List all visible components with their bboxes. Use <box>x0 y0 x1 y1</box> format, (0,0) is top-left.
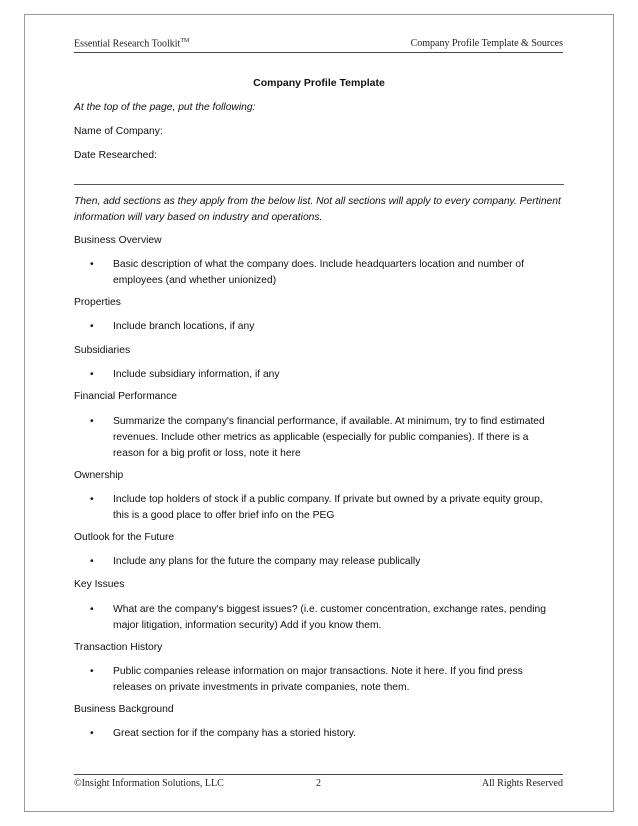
section-bullet <box>74 602 550 634</box>
bullet-text: Include top holders of stock if a public company. If private but owned by a private equity group, this is a good place to offer brief info on the PEG <box>113 494 543 521</box>
bullet-icon: • <box>90 728 94 739</box>
section-bullet <box>74 492 550 524</box>
document-title: Company Profile Template <box>253 77 385 89</box>
page-footer <box>74 774 563 792</box>
bullet-text: Great section for if the company has a storied history. <box>113 728 357 739</box>
bullet-icon: • <box>90 604 94 615</box>
bullet-text: Include branch locations, if any <box>113 321 255 332</box>
field-company-name: Name of Company: <box>74 126 163 137</box>
bullet-text: What are the company's biggest issues? (i.e. customer concentration, exchange rates, pending major litigation, information security) Add if you know them. <box>113 604 546 631</box>
page-number: 2 <box>316 778 321 789</box>
bullet-icon: • <box>90 416 94 427</box>
instructions-text: Then, add sections as they apply from the below list. Not all sections will apply to every company. Pertinent information will vary based on industry and operations. <box>74 196 561 223</box>
section-heading: Outlook for the Future <box>74 532 175 543</box>
bullet-icon: • <box>90 556 94 567</box>
intro-text: At the top of the page, put the following: <box>74 102 256 113</box>
bullet-text: Public companies release information on major transactions. Note it here. If you find press releases on private investments in private companies, note them. <box>113 666 523 693</box>
section-bullet <box>74 367 550 383</box>
field-date-researched: Date Researched: <box>74 150 157 161</box>
section-heading: Key Issues <box>74 579 125 590</box>
bullet-icon: • <box>90 369 94 380</box>
bullet-text: Summarize the company's financial performance, if available. At minimum, try to find estimated revenues. Include other metrics as applicable (especially for public companies). If there is a reason for a big profit or loss, note it here <box>113 416 545 459</box>
bullet-text: Include subsidiary information, if any <box>113 369 280 380</box>
bullet-icon: • <box>90 494 94 505</box>
bullet-text: Basic description of what the company does. Include headquarters location and number of employees (and whether unionized) <box>113 259 524 286</box>
bullet-text: Include any plans for the future the company may release publically <box>113 556 421 567</box>
page-header <box>74 38 563 53</box>
footer-rights: All Rights Reserved <box>481 778 563 789</box>
header-toolkit-name: Essential Research Toolkit <box>74 38 181 50</box>
section-heading: Financial Performance <box>74 391 178 402</box>
section-bullet <box>74 726 550 742</box>
footer-copyright: ©Insight Information Solutions, LLC <box>74 778 224 789</box>
section-bullet <box>74 319 550 335</box>
header-left <box>74 38 189 49</box>
section-bullet <box>74 554 550 570</box>
bullet-icon: • <box>90 259 94 270</box>
section-bullet <box>74 257 550 289</box>
section-heading: Business Background <box>74 704 174 715</box>
section-heading: Ownership <box>74 470 124 481</box>
bullet-icon: • <box>90 666 94 677</box>
section-heading: Transaction History <box>74 642 163 653</box>
divider-line <box>74 184 564 185</box>
trademark-mark: TM <box>180 38 190 44</box>
section-bullet <box>74 414 550 462</box>
section-heading: Subsidiaries <box>74 345 131 356</box>
section-bullet <box>74 664 550 696</box>
bullet-icon: • <box>90 321 94 332</box>
section-heading: Business Overview <box>74 235 162 246</box>
header-right: Company Profile Template & Sources <box>410 38 563 49</box>
section-heading: Properties <box>74 297 121 308</box>
